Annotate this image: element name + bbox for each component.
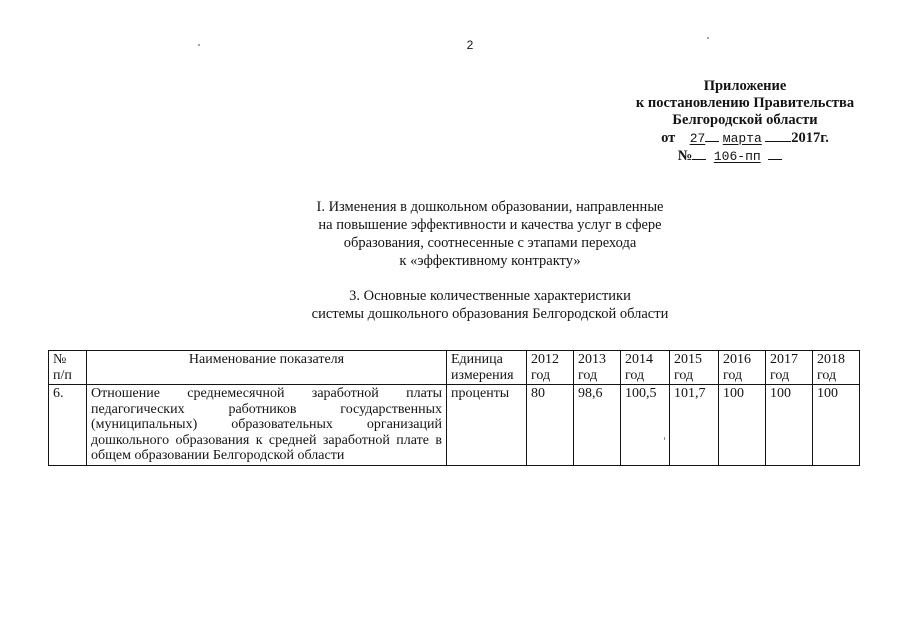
date-gap <box>705 129 719 142</box>
heading-line: на повышение эффективности и качества услуг в сфере <box>318 217 662 233</box>
heading-line: к «эффективному контракту» <box>399 253 581 269</box>
header-year-2018: 2018 год <box>813 351 860 385</box>
page-number: 2 <box>466 38 474 52</box>
date-prefix: от <box>661 130 676 146</box>
section-headings <box>250 198 730 323</box>
header-no: № п/п <box>49 351 87 385</box>
number-gap <box>692 147 706 160</box>
header-year-2013: 2013 год <box>574 351 621 385</box>
date-year: 2017г. <box>791 130 829 146</box>
header-unit: Единица измерения <box>447 351 527 385</box>
table-header-row <box>49 351 860 385</box>
header-year-2012: 2012 год <box>527 351 574 385</box>
row-value-2014: 100,5 <box>621 385 670 466</box>
appendix-line-region: Белгородской области <box>672 112 818 128</box>
appendix-line-resolution: к постановлению Правительства <box>635 95 855 111</box>
scan-speck <box>664 437 665 440</box>
row-value-2016: 100 <box>719 385 766 466</box>
table-row <box>49 385 860 466</box>
date-month: марта <box>722 131 762 146</box>
heading-line: образования, соотнесенные с этапами перехода <box>343 235 637 251</box>
header-year-2016: 2016 год <box>719 351 766 385</box>
row-value-2015: 101,7 <box>670 385 719 466</box>
row-value-2017: 100 <box>766 385 813 466</box>
indicators-table <box>48 350 860 466</box>
subheading-line: системы дошкольного образования Белгородской области <box>311 306 669 322</box>
row-no: 6. <box>49 385 87 466</box>
number-value: 106-пп <box>713 149 761 164</box>
date-day: 27 <box>689 131 706 146</box>
header-year-2015: 2015 год <box>670 351 719 385</box>
number-prefix: № <box>677 148 693 164</box>
number-gap-2 <box>768 147 782 160</box>
heading-line: I. Изменения в дошкольном образовании, направленные <box>316 199 664 215</box>
row-unit: проценты <box>447 385 527 466</box>
appendix-block <box>600 78 890 165</box>
header-year-2014: 2014 год <box>621 351 670 385</box>
appendix-date-line <box>600 129 890 147</box>
row-value-2013: 98,6 <box>574 385 621 466</box>
scan-speck <box>707 37 709 39</box>
date-gap-2 <box>765 129 791 142</box>
header-name: Наименование показателя <box>87 351 447 385</box>
scan-speck <box>198 44 200 46</box>
header-year-2017: 2017 год <box>766 351 813 385</box>
row-indicator-name: Отношение среднемесячной заработной платы педагогических работников государственных (муниципальных) образовательных организаций дошкольного образования к средней заработной плате в общем образовании Белгородской области <box>87 385 447 466</box>
appendix-number-line <box>600 147 890 165</box>
row-value-2018: 100 <box>813 385 860 466</box>
appendix-title: Приложение <box>703 78 787 94</box>
row-value-2012: 80 <box>527 385 574 466</box>
subheading-line: 3. Основные количественные характеристики <box>349 288 631 304</box>
